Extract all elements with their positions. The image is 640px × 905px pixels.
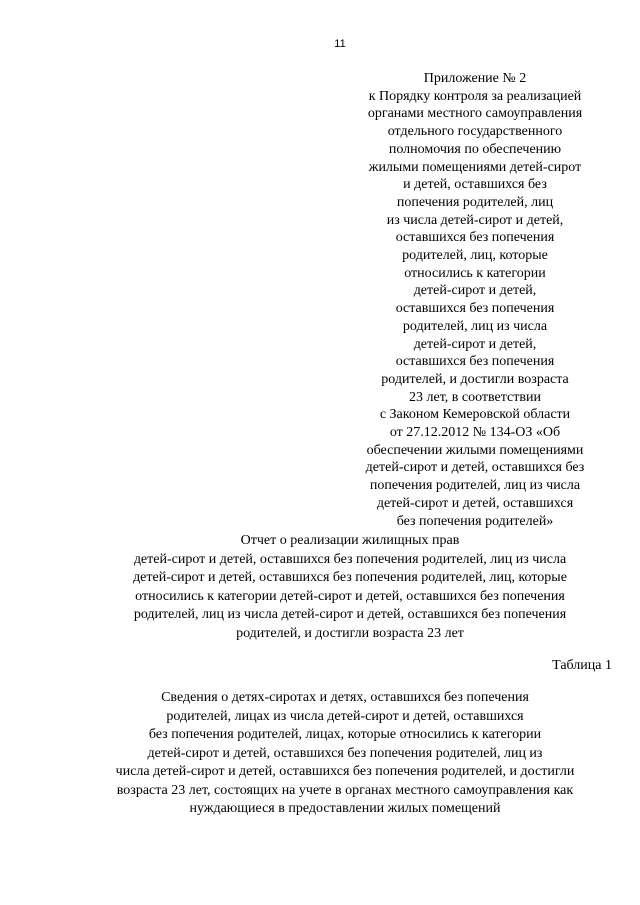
table-label: Таблица 1 (552, 658, 612, 673)
report-title-line: родителей, и достигли возраста 23 лет (236, 625, 464, 641)
appendix-line: попечения родителей, лиц (396, 194, 554, 210)
appendix-line: детей-сирот и детей, (413, 336, 537, 352)
appendix-line: без попечения родителей» (396, 513, 554, 529)
report-title-line: Отчет о реализации жилищных прав (240, 533, 460, 548)
appendix-line: обеспечении жилыми помещениями (366, 442, 584, 458)
table-caption-line: родителей, лицах из числа детей-сирот и детей, оставшихся (166, 708, 524, 724)
appendix-line: родителей, лиц, которые (402, 248, 548, 264)
table-caption-line: нуждающиеся в предоставлении жилых помещений (189, 801, 501, 816)
page-number: 11 (334, 38, 346, 50)
appendix-line: оставшихся без попечения (395, 230, 555, 246)
table-caption-line: детей-сирот и детей, оставшихся без попечения родителей, лиц из (147, 745, 543, 761)
table-caption-line: Сведения о детях-сиротах и детях, оставшихся без попечения (161, 690, 529, 705)
appendix-line: отдельного государственного (387, 124, 563, 140)
appendix-line: к Порядку контроля за реализацией (368, 88, 582, 104)
appendix-line: от 27.12.2012 № 134-ОЗ «Об (389, 425, 561, 441)
report-title-line: детей-сирот и детей, оставшихся без попечения родителей, лиц из числа (133, 551, 567, 567)
appendix-line: полномочия по обеспечению (388, 141, 562, 157)
report-title-line: родителей, лиц из числа детей-сирот и детей, оставшихся без попечения (133, 607, 567, 622)
appendix-line: оставшихся без попечения (395, 354, 555, 370)
appendix-line: с Законом Кемеровской области (379, 407, 571, 423)
report-title-line: детей-сирот и детей, оставшихся без попечения родителей, лиц, которые (133, 570, 567, 585)
report-title (80, 532, 620, 643)
appendix-line: 23 лет, в соответствии (409, 389, 541, 405)
table-caption-line: возраста 23 лет, состоящих на учете в органах местного самоуправления как (116, 782, 574, 798)
appendix-line: органами местного самоуправления (367, 106, 583, 122)
appendix-line: относились к категории (404, 265, 546, 281)
appendix-line: детей-сирот и детей, оставшихся (376, 495, 574, 511)
appendix-line: жилыми помещениями детей-сирот (368, 159, 582, 175)
appendix-line: и детей, оставшихся без (403, 177, 547, 193)
table-caption (55, 689, 635, 819)
appendix-line: родителей, и достигли возраста (381, 371, 569, 387)
report-title-line: относились к категории детей-сирот и детей, оставшихся без попечения (135, 588, 565, 604)
appendix-line: детей-сирот и детей, (413, 283, 537, 299)
appendix-line: родителей, лиц из числа (402, 318, 548, 334)
appendix-line: Приложение № 2 (423, 71, 527, 86)
table-caption-line: без попечения родителей, лицах, которые относились к категории (148, 727, 542, 742)
table-caption-line: числа детей-сирот и детей, оставшихся без попечения родителей, и достигли (115, 764, 575, 779)
appendix-line: из числа детей-сирот и детей, (386, 212, 564, 228)
appendix-line: детей-сирот и детей, оставшихся без (365, 460, 585, 476)
appendix-line: оставшихся без попечения (395, 301, 555, 317)
appendix-header (340, 70, 610, 530)
appendix-line: попечения родителей, лиц из числа (369, 478, 581, 494)
